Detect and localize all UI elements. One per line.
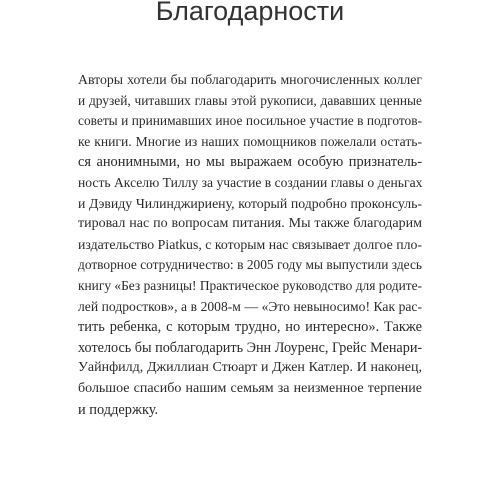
paragraph-line: и друзей, читавших главы этой рукописи, дававших ценные bbox=[78, 92, 422, 108]
paragraph-line: дотворное сотрудничество: в 2005 году мы выпустили здесь bbox=[78, 257, 422, 273]
paragraph-line: книгу «Без разницы! Практическое руководство для родите- bbox=[78, 277, 422, 293]
paragraph-line: хотелось бы поблагодарить Энн Лоуренс, Грейс Менари- bbox=[78, 339, 423, 356]
paragraph-line: Авторы хотели бы поблагодарить многочисленных коллег bbox=[78, 72, 422, 87]
paragraph-line: и поддержку. bbox=[78, 401, 159, 418]
paragraph-line: ся анонимными, но мы выражаем особую признатель- bbox=[78, 154, 422, 171]
paragraph-line: советы и принимавших иное посильное участие в подготов- bbox=[78, 113, 422, 129]
paragraph-line: ке книги. Многие из наших помощников пожелали остать- bbox=[78, 133, 422, 149]
paragraph-line: большое спасибо нашим семьям за неизменное терпение bbox=[78, 380, 422, 396]
paragraph-line: тировал нас по вопросам питания. Мы также благодарим bbox=[78, 216, 422, 232]
paragraph-line: Уайнфилд, Джиллиан Стюарт и Джен Катлер. И наконец, bbox=[78, 360, 422, 376]
acknowledgements-paragraph bbox=[78, 70, 422, 420]
paragraph-line: ность Акселю Тиллу за участие в создании главы о деньгах bbox=[78, 174, 423, 190]
paragraph-line: тить ребенка, с которым трудно, но интересно». Также bbox=[78, 319, 422, 336]
paragraph-line: и Дэвиду Чилинджириену, который подробно проконсуль- bbox=[78, 195, 422, 211]
paragraph-line: издательство Piatkus, с которым нас связывает долгое пло- bbox=[78, 236, 422, 252]
page-title: Благодарности bbox=[155, 0, 345, 26]
paragraph-line: лей подростков», а в 2008-м — «Это невыносимо! Как рас- bbox=[78, 298, 422, 314]
